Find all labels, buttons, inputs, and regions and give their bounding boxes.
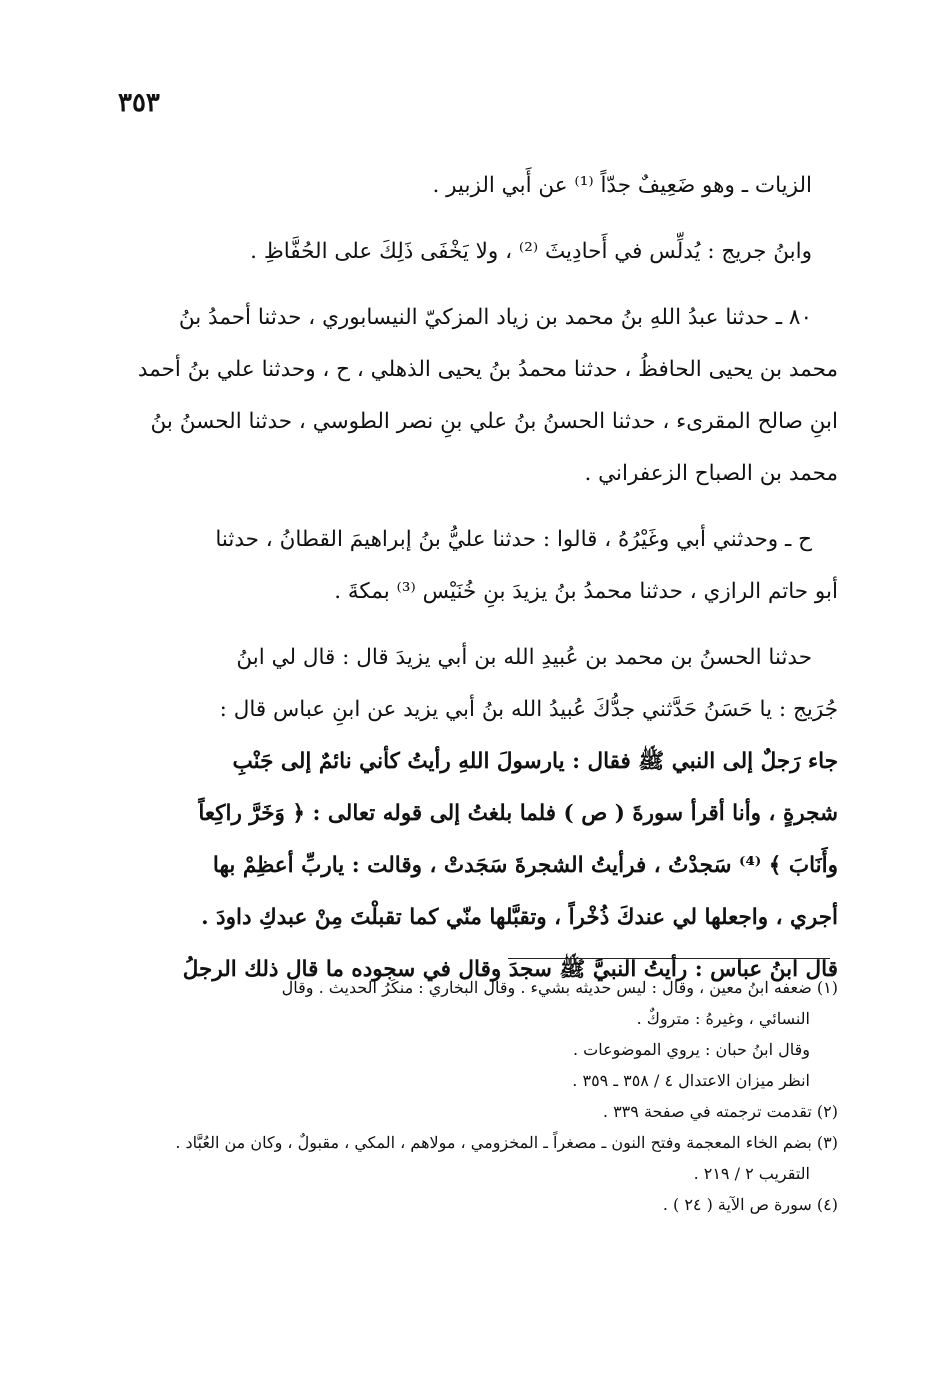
text-line: ابنِ صالح المقرىء ، حدثنا الحسنُ بنُ علي بنِ نصر الطوسي ، حدثنا الحسنُ بنُ <box>150 409 838 434</box>
text-line: أبو حاتم الرازي ، حدثنا محمدُ بنُ يزيدَ بنِ خُنَيْس ⁽³⁾ بمكةَ . <box>334 579 838 604</box>
text-line: ح ـ وحدثني أبي وغَيْرُهُ ، قالوا : حدثنا عليُّ بنُ إبراهيمَ القطانُ ، حدثنا <box>215 527 812 552</box>
hadith-80-isnad <box>120 292 838 500</box>
bold-text-line: وأَنَابَ ﴾ ⁽⁴⁾ سَجدْتُ ، فرأيتُ الشجرةَ سَجَدتْ ، وقالت : ياربِّ أعظِمْ بها <box>212 853 838 878</box>
main-text <box>120 160 838 1010</box>
paragraph-ha <box>120 514 838 618</box>
footnote-3-continuation: التقريب ٢ / ٢١٩ . <box>693 1164 810 1183</box>
footnote-2: (٢) تقدمت ترجمته في صفحة ٣٣٩ . <box>602 1102 838 1121</box>
text-line: جُرَيج : يا حَسَنُ حَدَّثني جدُّكَ عُبيدُ الله بنُ أبي يزيد عن ابنِ عباس قال : <box>219 697 838 722</box>
bold-text-line: أجري ، واجعلها لي عندكَ ذُخْراً ، وتقبَّلها منّي كما تقبلْتَ مِنْ عبدكِ داودَ . <box>201 905 838 930</box>
text-line: ٨٠ ـ حدثنا عبدُ اللهِ بنُ محمد بن زياد المزكيّ النيسابوري ، حدثنا أحمدُ بنُ <box>178 305 812 330</box>
footnote-1-continuation: انظر ميزان الاعتدال ٤ / ٣٥٨ ـ ٣٥٩ . <box>572 1071 810 1090</box>
footnote-divider <box>508 958 830 959</box>
text-line: حدثنا الحسنُ بن محمد بن عُبيدِ الله بن أبي يزيدَ قال : قال لي ابنُ <box>236 645 812 670</box>
footnote-1-continuation: النسائي ، وغيرهُ : متروكٌ . <box>636 1009 810 1028</box>
page-number: ٣٥٣ <box>118 88 160 118</box>
hadith-matn <box>120 632 838 996</box>
text-line: محمد بن الصباح الزعفراني . <box>584 461 838 486</box>
footnote-1-continuation: وقال ابنُ حبان : يروي الموضوعات . <box>573 1040 810 1059</box>
text-line: الزيات ـ وهو ضَعِيفٌ جدّاً ⁽¹⁾ عن أَبي الزبير . <box>432 173 812 198</box>
paragraph-2 <box>120 226 838 278</box>
footnote-4: (٤) سورة ص الآية ( ٢٤ ) . <box>662 1195 838 1214</box>
bold-text-line: جاء رَجلٌ إلى النبي ﷺ فقال : يارسولَ اللهِ رأيتُ كأني نائمٌ إلى جَنْبِ <box>232 749 838 774</box>
footnotes <box>120 972 838 1220</box>
bold-text-line: قال ابنُ عباس : رأيتُ النبيَّ ﷺ سجدَ وقال في سجوده ما قال ذلك الرجلُ <box>182 957 838 982</box>
bold-text-line: شجرةٍ ، وأنا أقرأ سورةَ ( ص ) فلما بلغتُ إلى قوله تعالى : ﴿ وَخَرَّ راكِعاً <box>198 801 838 826</box>
footnote-3: (٣) بضم الخاء المعجمة وفتح النون ـ مصغراً ـ المخزومي ، مولاهم ، المكي ، مقبولٌ ، وكان من العُبَّاد . <box>175 1133 838 1152</box>
footnote-1: (١) ضعفه ابنُ معين ، وقال : ليس حديثه بشيء . وقال البخاري : منكَرُ الحديث . وقال <box>281 978 838 997</box>
paragraph-1 <box>120 160 838 212</box>
text-line: وابنُ جريج : يُدلِّس في أَحادِيثَ ⁽²⁾ ، ولا يَخْفَى ذَلِكَ على الحُفَّاظِ . <box>250 239 812 264</box>
text-line: محمد بن يحيى الحافظُ ، حدثنا محمدُ بنُ يحيى الذهلي ، ح ، وحدثنا علي بنُ أحمد <box>137 357 838 382</box>
